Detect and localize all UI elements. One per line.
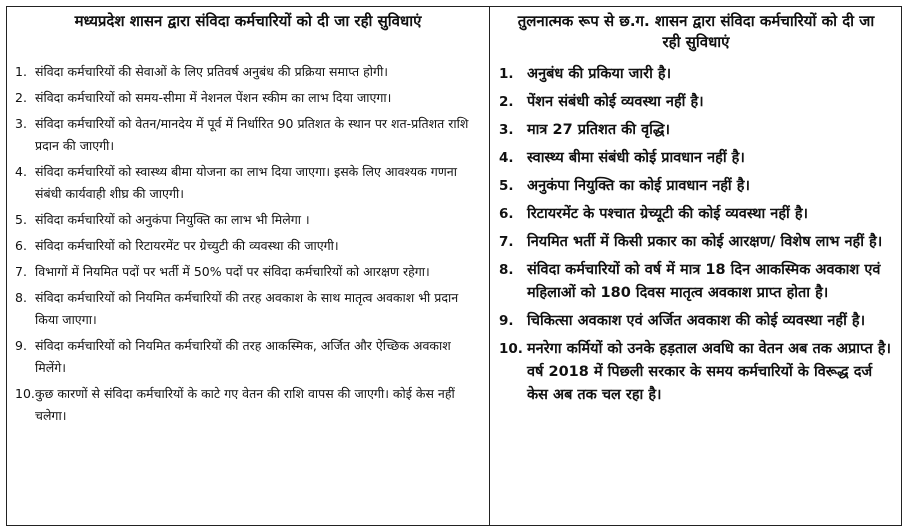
item-text: संविदा कर्मचारियों को स्वास्थ्य बीमा योजना का लाभ दिया जाएगा। इसके लिए आवश्यक गणना संबंधी कार्यवाही शीघ्र की जाएगी। (35, 164, 457, 201)
item-number: 9. (499, 313, 514, 329)
item-number: 8. (15, 290, 27, 305)
mp-column-heading: मध्यप्रदेश शासन द्वारा संविदा कर्मचारियों को दी जा रही सुविधाएं (74, 12, 422, 30)
comparison-table (6, 6, 902, 526)
item-text: विभागों में नियमित पदों पर भर्ती में 50% पदों पर संविदा कर्मचारियों को आरक्षण रहेगा। (35, 264, 430, 279)
item-number: 4. (499, 150, 514, 166)
item-number: 2. (15, 90, 27, 105)
list-item (499, 338, 891, 407)
item-text: अनुबंध की प्रकिया जारी है। (527, 66, 672, 82)
item-number: 3. (15, 116, 27, 131)
list-item (15, 209, 481, 231)
item-text: संविदा कर्मचारियों को नियमित कर्मचारियों की तरह आकस्मिक, अर्जित और ऐच्छिक अवकाश मिलेंगे। (35, 338, 451, 375)
item-text: नियमित भर्ती में किसी प्रकार का कोई आरक्षण/ विशेष लाभ नहीं है। (527, 234, 883, 250)
item-number: 4. (15, 164, 27, 179)
item-text: संविदा कर्मचारियों को अनुकंपा नियुक्ति का लाभ भी मिलेगा । (35, 212, 310, 227)
cg-benefits-list (499, 63, 891, 412)
list-item (15, 383, 481, 427)
list-item (499, 310, 891, 333)
item-text: मनरेगा कर्मियों को उनके हड़ताल अवधि का वेतन अब तक अप्राप्त है। वर्ष 2018 में पिछली सरकार के समय कर्मचारियों के विरूद्ध दर्ज केस अब तक चल रहा है। (527, 341, 892, 403)
item-number: 1. (15, 64, 27, 79)
item-number: 5. (499, 178, 514, 194)
list-item (499, 175, 891, 198)
item-number: 5. (15, 212, 27, 227)
list-item (499, 147, 891, 170)
list-item (499, 203, 891, 226)
list-item (15, 235, 481, 257)
list-item (499, 231, 891, 254)
item-text: मात्र 27 प्रतिशत की वृद्धि। (527, 122, 670, 138)
list-item (499, 63, 891, 86)
item-number: 6. (15, 238, 27, 253)
item-number: 7. (15, 264, 27, 279)
list-item (15, 261, 481, 283)
mp-benefits-column (7, 7, 489, 525)
item-text: रिटायरमेंट के पश्चात ग्रेच्यूटी की कोई व्यवस्था नहीं है। (527, 206, 809, 222)
item-number: 6. (499, 206, 514, 222)
item-text: संविदा कर्मचारियों को रिटायरमेंट पर ग्रेच्युटी की व्यवस्था की जाएगी। (35, 238, 339, 253)
mp-benefits-list (15, 61, 481, 431)
item-text: चिकित्सा अवकाश एवं अर्जित अवकाश की कोई व्यवस्था नहीं है। (527, 313, 866, 329)
item-number: 9. (15, 338, 27, 353)
item-text: पेंशन संबंधी कोई व्यवस्था नहीं है। (527, 94, 704, 110)
item-number: 3. (499, 122, 514, 138)
item-number: 10. (499, 341, 523, 357)
item-text: संविदा कर्मचारियों को समय-सीमा में नेशनल पेंशन स्कीम का लाभ दिया जाएगा। (35, 90, 392, 105)
item-number: 2. (499, 94, 514, 110)
list-item (15, 61, 481, 83)
item-text: संविदा कर्मचारियों की सेवाओं के लिए प्रतिवर्ष अनुबंध की प्रक्रिया समाप्त होगी। (35, 64, 389, 79)
list-item (15, 161, 481, 205)
list-item (15, 87, 481, 109)
item-number: 1. (499, 66, 514, 82)
item-text: अनुकंपा नियुक्ति का कोई प्रावधान नहीं है। (527, 178, 750, 194)
list-item (499, 119, 891, 142)
list-item (499, 91, 891, 114)
item-text: कुछ कारणों से संविदा कर्मचारियों के काटे गए वेतन की राशि वापस की जाएगी। कोई केस नहीं चलेगा। (35, 386, 455, 423)
cg-benefits-column (491, 7, 901, 525)
list-item (15, 113, 481, 157)
item-number: 7. (499, 234, 514, 250)
item-text: संविदा कर्मचारियों को नियमित कर्मचारियों की तरह अवकाश के साथ मातृत्व अवकाश भी प्रदान किया जाएगा। (35, 290, 459, 327)
item-text: संविदा कर्मचारियों को वेतन/मानदेय में पूर्व में निर्धारित 90 प्रतिशत के स्थान पर शत-प्रतिशत राशि प्रदान की जाएगी। (35, 116, 469, 153)
item-text: संविदा कर्मचारियों को वर्ष में मात्र 18 दिन आकस्मिक अवकाश एवं महिलाओं को 180 दिवस मातृत्व अवकाश प्राप्त होता है। (527, 262, 881, 301)
column-divider (489, 7, 490, 525)
item-number: 10. (15, 386, 35, 401)
item-number: 8. (499, 262, 514, 278)
cg-column-heading: तुलनात्मक रूप से छ.ग. शासन द्वारा संविदा कर्मचारियों को दी जा रही सुविधाएं (517, 12, 875, 51)
list-item (15, 335, 481, 379)
list-item (15, 287, 481, 331)
item-text: स्वास्थ्य बीमा संबंधी कोई प्रावधान नहीं है। (527, 150, 745, 166)
list-item (499, 259, 891, 305)
